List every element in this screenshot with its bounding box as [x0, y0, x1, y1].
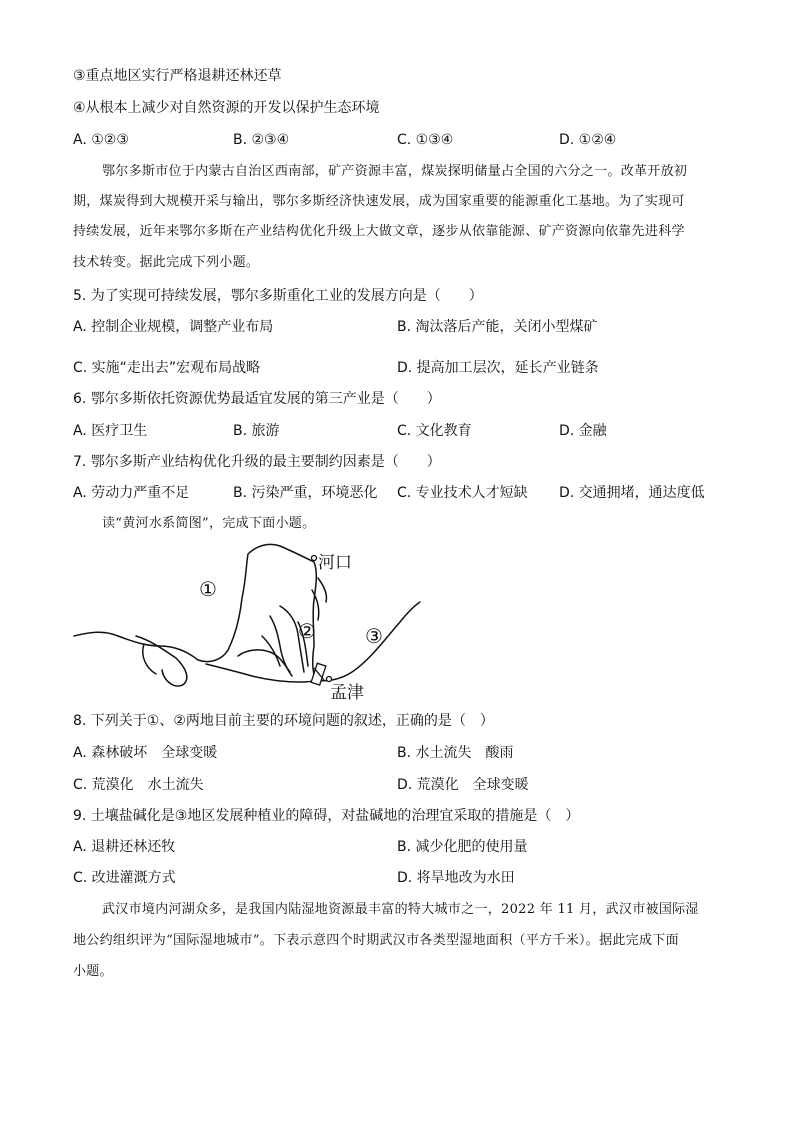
q9-option-d: D. 将旱地改为水田: [397, 870, 515, 886]
q6-option-b: B. 旅游: [233, 423, 280, 439]
passage1-line-2: 期，煤炭得到大规模开采与输出，鄂尔多斯经济快速发展，成为国家重要的能源重化工基地。为了实现可: [73, 194, 685, 209]
q7-option-d: D. 交通拥堵，通达度低: [559, 485, 705, 501]
q4-option-b: B. ②③④: [233, 132, 290, 148]
q5-option-c: C. 实施“走出去”宏观布局战略: [73, 360, 261, 376]
q7-option-c: C. 专业技术人才短缺: [397, 485, 528, 501]
q5-option-b: B. 淘汰落后产能，关闭小型煤矿: [397, 319, 598, 335]
hekou-label: 河口: [318, 553, 352, 573]
q5-stem: 5. 为了实现可持续发展，鄂尔多斯重化工业的发展方向是（ ）: [73, 288, 483, 304]
passage1-line-1: 鄂尔多斯市位于内蒙古自治区西南部，矿产资源丰富，煤炭探明储量占全国的六分之一。改革开放初: [102, 164, 688, 179]
q9-stem: 9. 土壤盐碱化是③地区发展种植业的障碍，对盐碱地的治理宜采取的措施是（ ）: [73, 808, 580, 824]
q8-option-a: A. 森林破坏 全球变暖: [73, 745, 218, 761]
region-label-1: ①: [199, 577, 217, 601]
statement-4: ④从根本上减少对自然资源的开发以保护生态环境: [73, 100, 380, 116]
q5-option-d: D. 提高加工层次，延长产业链条: [397, 360, 599, 376]
passage2-line-1: 武汉市境内河湖众多，是我国内陆湿地资源最丰富的特大城市之一，2022 年 11 月，武汉市被国际湿: [102, 902, 699, 917]
passage1-line-4: 技术转变。据此完成下列小题。: [73, 255, 260, 270]
q6-stem: 6. 鄂尔多斯依托资源优势最适宜发展的第三产业是（ ）: [73, 391, 441, 407]
q8-option-c: C. 荒漠化 水土流失: [73, 777, 204, 793]
q7-stem: 7. 鄂尔多斯产业结构优化升级的最主要制约因素是（ ）: [73, 454, 441, 470]
statement-3: ③重点地区实行严格退耕还林还草: [73, 68, 282, 84]
q7-option-b: B. 污染严重，环境恶化: [233, 485, 378, 501]
q5-option-a: A. 控制企业规模，调整产业布局: [73, 319, 274, 335]
q4-option-c: C. ①③④: [397, 132, 454, 148]
hekou-marker: [312, 556, 317, 561]
q8-stem: 8. 下列关于①、②两地目前主要的环境问题的叙述，正确的是（ ）: [73, 713, 494, 729]
passage2-line-3: 小题。: [73, 964, 113, 979]
q9-option-a: A. 退耕还林还牧: [73, 839, 176, 855]
region-label-2: ②: [298, 619, 316, 643]
region-label-3: ③: [365, 624, 383, 648]
mengjin-marker: [327, 677, 332, 682]
q7-option-a: A. 劳动力严重不足: [73, 485, 190, 501]
q8-option-b: B. 水土流失 酸雨: [397, 745, 514, 761]
q9-option-c: C. 改进灌溉方式: [73, 870, 176, 886]
mengjin-label: 孟津: [330, 683, 364, 703]
q6-option-d: D. 金融: [559, 423, 607, 439]
q8-option-d: D. 荒漠化 全球变暖: [397, 777, 529, 793]
q9-option-b: B. 减少化肥的使用量: [397, 839, 528, 855]
passage1-line-3: 持续发展，近年来鄂尔多斯在产业结构优化升级上大做文章，逐步从依靠能源、矿产资源向依靠先进科学: [73, 224, 685, 239]
q6-option-c: C. 文化教育: [397, 423, 472, 439]
passage2-line-2: 地公约组织评为“国际湿地城市”。下表示意四个时期武汉市各类型湿地面积（平方千米）。据此完成下面: [73, 933, 679, 948]
yellow-river-main: [74, 544, 420, 680]
q6-option-a: A. 医疗卫生: [73, 423, 148, 439]
q4-option-d: D. ①②④: [559, 132, 617, 148]
map-intro: 读“黄河水系简图”，完成下面小题。: [102, 516, 316, 531]
q4-option-a: A. ①②③: [73, 132, 129, 148]
